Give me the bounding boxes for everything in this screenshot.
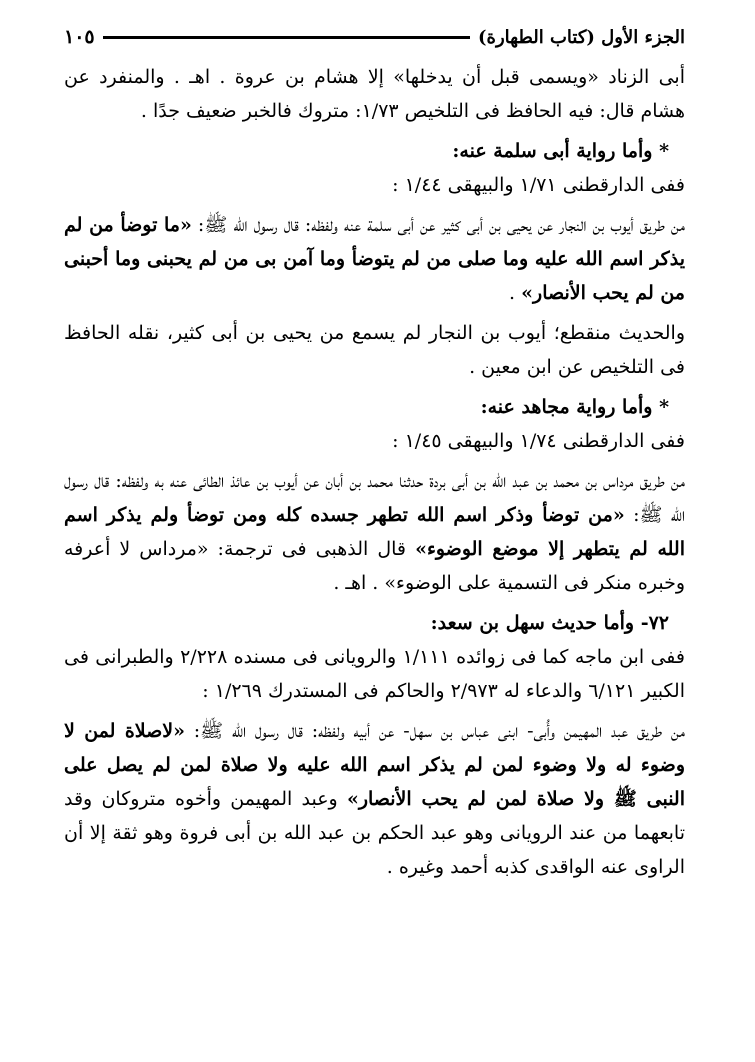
section-heading — [64, 134, 669, 168]
paragraph-text: والحديث منقطع؛ أيوب بن النجار لم يسمع من يحيى بن أبى كثير، نقله الحافظ فى التلخيص عن ابن معين . — [64, 322, 685, 378]
asterisk-marker: * — [659, 140, 669, 162]
hadith-quote: «لاصلاة لمن لا وضوء له ولا وضوء لمن لم يذكر اسم الله عليه ولا صلاة لمن لم يصل على النبى ﷺ ولا صلاة لمن لم يحب الأنصار» — [64, 720, 685, 810]
running-header — [64, 22, 685, 52]
section-heading-text: وأما رواية مجاهد عنه: — [480, 396, 653, 418]
page-body — [64, 60, 685, 884]
header-title: الجزء الأول (كتاب الطهارة) — [478, 26, 685, 48]
paragraph-text: ففى الدارقطنى ١/٧١ والبيهقى ١/٤٤ : — [392, 174, 685, 196]
paragraph — [64, 168, 685, 202]
paragraph — [64, 714, 685, 884]
paragraph-text: من طريق أيوب بن النجار عن يحيى بن أبى كثير عن أبى سلمة عنه ولفظه: قال رسول الله ﷺ: — [191, 214, 685, 236]
section-heading-text: ٧٢- وأما حديث سهل بن سعد: — [430, 612, 669, 634]
paragraph-text: . — [509, 282, 522, 304]
paragraph — [64, 208, 685, 310]
paragraph-text: وعبد المهيمن وأخوه متروكان وقد تابعهما من عند الرويانى وهو عبد الحكم بن عبد الله بن أبى فروة وهو ثقة إلا أن الراوى عنه الواقدى كذبه أحمد وغيره . — [64, 788, 685, 878]
paragraph-text: ففى ابن ماجه كما فى زوائده ١/١١١ والرويانى فى مسنده ٢/٢٢٨ والطبرانى فى الكبير ٦/١٢١ والدعاء له ٢/٩٧٣ والحاكم فى المستدرك ١/٢٦٩ : — [64, 646, 686, 702]
section-heading — [64, 606, 669, 640]
hadith-quote: «من توضأ وذكر اسم الله تطهر جسده كله ومن توضأ ولم يذكر اسم الله لم يتطهر إلا موضع الوضوء» — [64, 504, 685, 560]
paragraph-text: من طريق عبد المهيمن وأُبى- ابنى عباس بن سهل- عن أبيه ولفظه: قال رسول الله ﷺ: — [184, 720, 685, 742]
paragraph — [64, 424, 685, 458]
page-number: ١٠٥ — [64, 26, 95, 48]
paragraph-text: أبى الزناد «ويسمى قبل أن يدخلها» إلا هشام بن عروة . اهـ . والمنفرد عن هشام قال: فيه الحافظ فى التلخيص ١/٧٣: متروك فالخبر ضعيف جدًا . — [64, 66, 685, 122]
paragraph — [64, 640, 685, 708]
section-heading-text: وأما رواية أبى سلمة عنه: — [452, 140, 653, 162]
paragraph-text: قال الذهبى فى ترجمة: «مرداس لا أعرفه وخبره منكر فى التسمية على الوضوء» . اهـ . — [64, 538, 685, 594]
paragraph — [64, 464, 685, 600]
paragraph-text: من طريق مرداس بن محمد بن عبد الله بن أبى بردة حدثنا محمد بن أبان عن أيوب بن عائذ الطائى عنه به ولفظه: قال رسول الله ﷺ: — [64, 470, 685, 526]
hadith-quote: «ما توضأ من لم يذكر اسم الله عليه وما صلى من لم يتوضأ وما آمن بى من لم يحبنى وما أحبنى من لم يحب الأنصار» — [64, 214, 685, 304]
asterisk-marker: * — [659, 396, 669, 418]
section-heading — [64, 390, 669, 424]
paragraph — [64, 316, 685, 384]
paragraph — [64, 60, 685, 128]
paragraph-text: ففى الدارقطنى ١/٧٤ والبيهقى ١/٤٥ : — [392, 430, 685, 452]
header-rule — [103, 36, 470, 39]
